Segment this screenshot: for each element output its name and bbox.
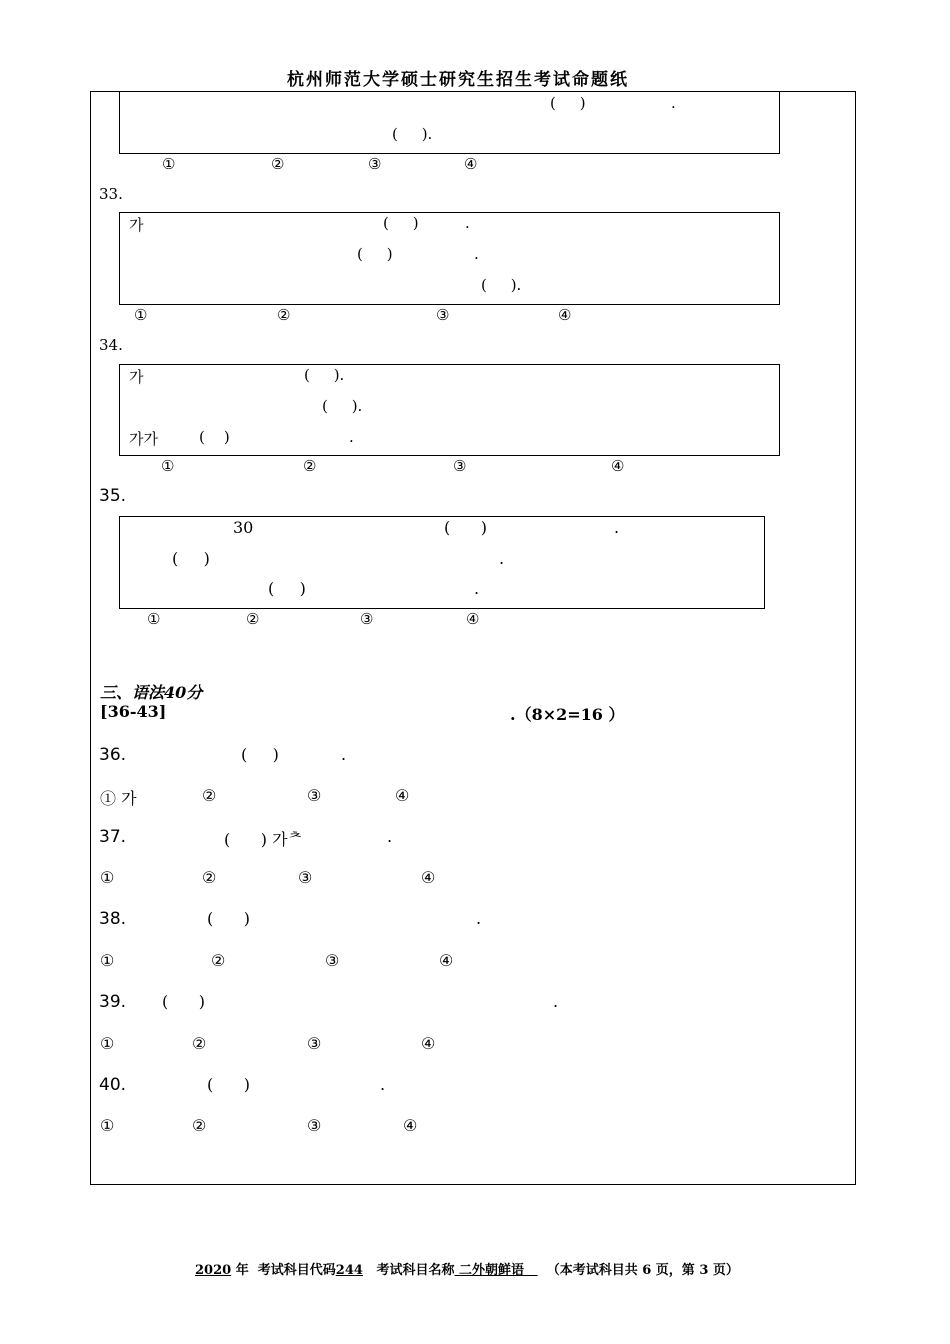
q40-end: . (380, 1075, 386, 1094)
q34-line1-text: 가 (129, 368, 144, 386)
q34-option-3[interactable]: ③ (453, 457, 467, 475)
q34-option-2[interactable]: ② (303, 457, 317, 475)
q40-blank: ( ) (207, 1075, 250, 1094)
q35-line2-blank: ( ) (172, 549, 210, 568)
q35-option-1[interactable]: ① (147, 610, 161, 628)
q34-option-4[interactable]: ④ (611, 457, 625, 475)
page-footer (195, 1259, 739, 1278)
q35-line1-blank: ( ) (444, 518, 487, 537)
q38-option-1[interactable]: ① (100, 951, 115, 970)
q36-option-3[interactable]: ③ (307, 786, 322, 805)
q35-passage-box (119, 516, 765, 609)
q38-option-4[interactable]: ④ (439, 951, 454, 970)
q39-number: 39. (99, 992, 127, 1012)
footer-year: 2020 (195, 1263, 232, 1278)
q35-option-3[interactable]: ③ (360, 610, 374, 628)
q32-line2-blank: ( ). (392, 125, 433, 143)
q33-passage-box (119, 212, 780, 305)
q34-line1-blank: ( ). (304, 366, 345, 384)
q35-option-2[interactable]: ② (246, 610, 260, 628)
footer-name-label: 考试科目名称 (376, 1263, 455, 1278)
q32-option-1[interactable]: ① (162, 155, 176, 173)
q33-number: 33. (99, 185, 123, 203)
q38-option-3[interactable]: ③ (325, 951, 340, 970)
q39-option-1[interactable]: ① (100, 1034, 115, 1053)
q38-option-2[interactable]: ② (211, 951, 226, 970)
q40-option-1[interactable]: ① (100, 1116, 115, 1135)
q39-end: . (553, 992, 559, 1011)
footer-code: 244 (335, 1263, 363, 1278)
page-title: 杭州师范大学硕士研究生招生考试命题纸 (287, 70, 629, 90)
q40-number: 40. (99, 1075, 127, 1095)
q35-option-4[interactable]: ④ (466, 610, 480, 628)
q34-line3-blank: ( ) (199, 428, 230, 446)
q35-line1-end: . (614, 518, 620, 537)
q37-option-4[interactable]: ④ (421, 868, 436, 887)
q37-blank: ( ) 가ᄎ (224, 830, 303, 849)
q33-option-2[interactable]: ② (277, 306, 291, 324)
q36-option-1[interactable]: ① 가 (100, 789, 137, 808)
q32-option-2[interactable]: ② (271, 155, 285, 173)
q34-line2-blank: ( ). (322, 397, 363, 415)
q35-line2-end: . (499, 549, 505, 568)
section-range: [36-43] (100, 702, 167, 721)
q36-option-2[interactable]: ② (202, 786, 217, 805)
q33-line1-blank: ( ) (383, 214, 419, 232)
q35-line1-number: 30 (233, 518, 254, 537)
q32-passage-box (119, 91, 780, 154)
q33-option-3[interactable]: ③ (436, 306, 450, 324)
q32-line1-blank: ( ) (550, 94, 586, 112)
footer-pages: （本考试科目共 6 页，第 3 页） (546, 1263, 739, 1278)
q39-option-3[interactable]: ③ (307, 1034, 322, 1053)
q35-number: 35. (99, 486, 127, 506)
q37-option-3[interactable]: ③ (298, 868, 313, 887)
q34-option-1[interactable]: ① (161, 457, 175, 475)
q39-option-4[interactable]: ④ (421, 1034, 436, 1053)
q32-option-3[interactable]: ③ (368, 155, 382, 173)
section-title: 三、语法40分 (100, 683, 203, 702)
q36-blank: ( ) (241, 745, 279, 764)
q38-blank: ( ) (207, 909, 250, 928)
q36-number: 36. (99, 745, 127, 765)
footer-subject-name: 二外朝鲜语 (459, 1263, 525, 1278)
q36-option-4[interactable]: ④ (395, 786, 410, 805)
footer-year-label: 年 考试科目代码 (235, 1263, 336, 1278)
q38-number: 38. (99, 909, 127, 929)
section-scoring: .（8×2=16 ） (510, 705, 625, 724)
q34-number: 34. (99, 336, 123, 354)
q32-line1-end: . (671, 94, 676, 112)
q39-option-2[interactable]: ② (192, 1034, 207, 1053)
q40-option-3[interactable]: ③ (307, 1116, 322, 1135)
q38-end: . (476, 909, 482, 928)
q33-line1-end: . (465, 214, 470, 232)
q37-option-1[interactable]: ① (100, 868, 115, 887)
q40-option-4[interactable]: ④ (403, 1116, 418, 1135)
q33-line3-blank: ( ). (481, 276, 522, 294)
q32-option-4[interactable]: ④ (464, 155, 478, 173)
q35-line3-blank: ( ) (268, 579, 306, 598)
q33-option-4[interactable]: ④ (558, 306, 572, 324)
q37-number: 37. (99, 827, 127, 847)
q34-line3-text: 가가 (129, 430, 158, 448)
q34-line3-end: . (349, 428, 354, 446)
q37-option-2[interactable]: ② (202, 868, 217, 887)
q33-line1-text: 가 (129, 216, 144, 234)
q33-option-1[interactable]: ① (134, 306, 148, 324)
q35-line3-end: . (474, 579, 480, 598)
q36-end: . (341, 745, 347, 764)
q39-blank: ( ) (162, 992, 205, 1011)
q37-end: . (387, 827, 393, 846)
q33-line2-blank: ( ) (357, 245, 393, 263)
q40-option-2[interactable]: ② (192, 1116, 207, 1135)
q33-line2-end: . (474, 245, 479, 263)
